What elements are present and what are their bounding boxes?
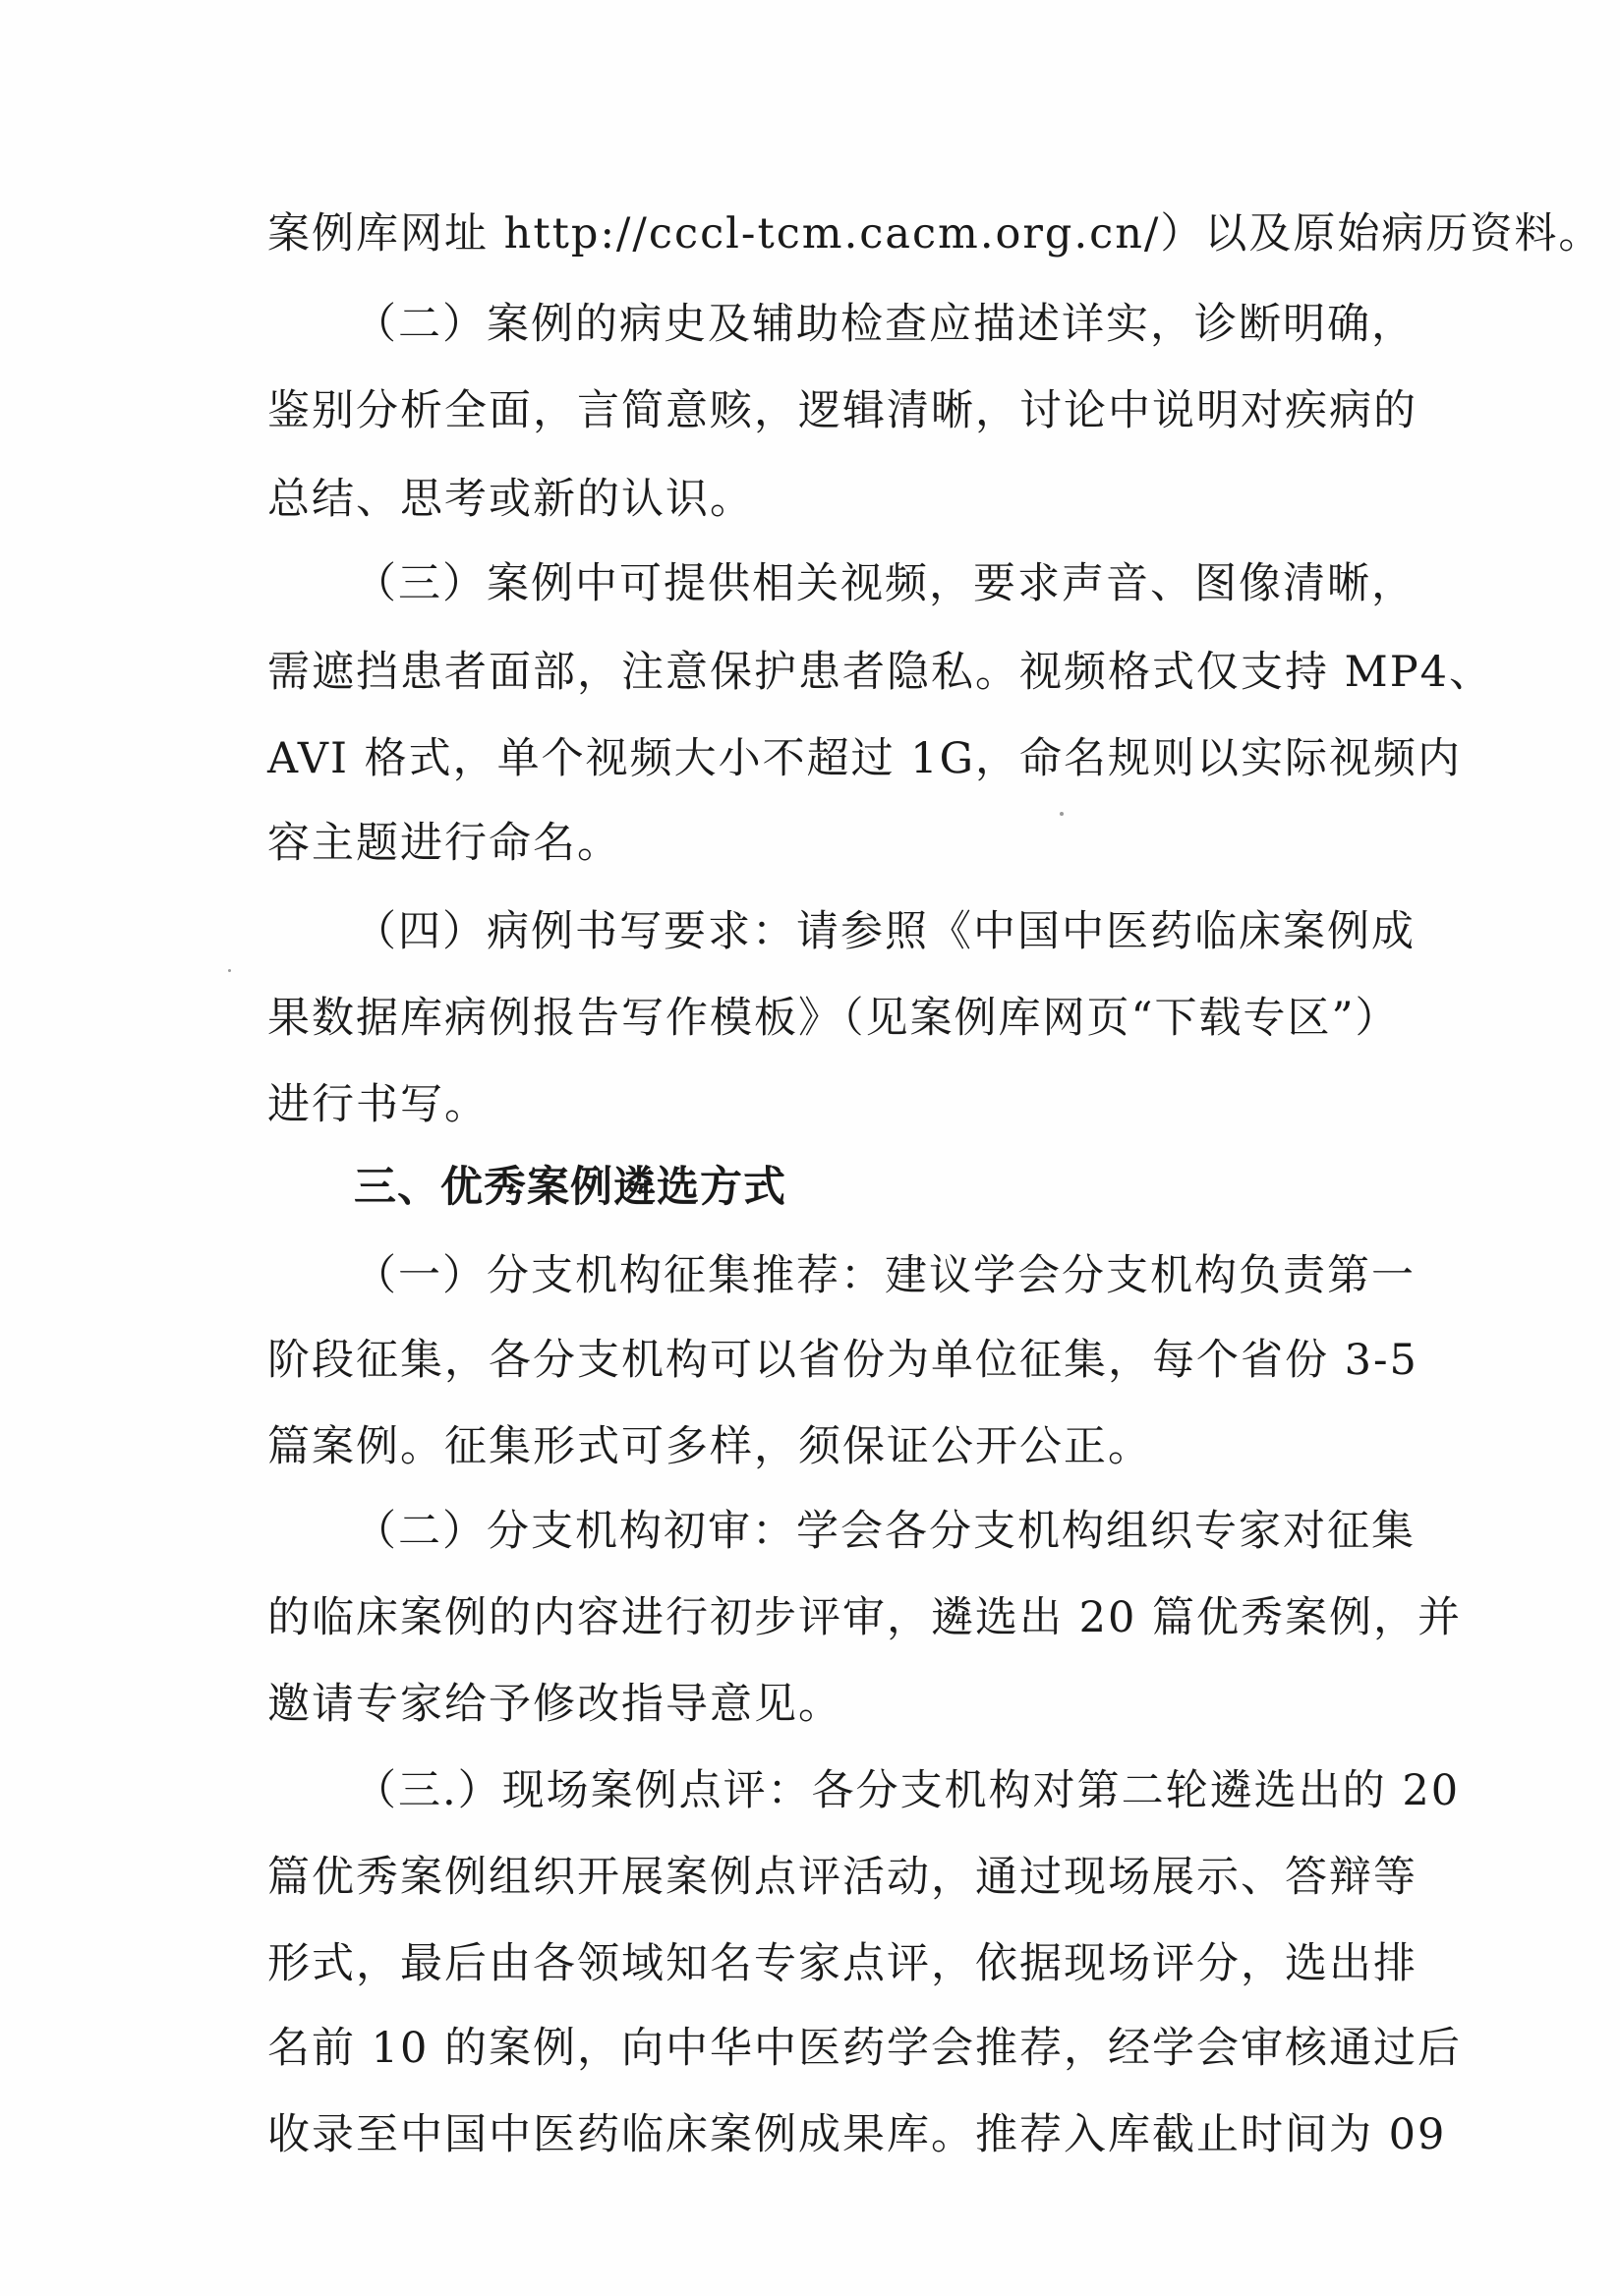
text-line: 篇案例。征集形式可多样，须保证公开公正。 — [267, 1422, 1152, 1471]
text-line: 进行书写。 — [267, 1080, 489, 1129]
text-line-item-2b-start: （二）分支机构初审：学会各分支机构组织专家对征集 — [354, 1507, 1416, 1556]
text-line-item-1-start: （一）分支机构征集推荐：建议学会分支机构负责第一 — [354, 1251, 1416, 1300]
text-line-item-2-start: （二）案例的病史及辅助检查应描述详实，诊断明确， — [354, 300, 1416, 349]
text-line: AVI 格式，单个视频大小不超过 1G，命名规则以实际视频内 — [267, 734, 1462, 783]
text-line-item-4-start: （四）病例书写要求：请参照《中国中医药临床案例成 — [354, 907, 1416, 956]
scan-speck — [228, 969, 231, 972]
text-line: 容主题进行命名。 — [267, 819, 621, 868]
text-line: 果数据库病例报告写作模板》（见案例库网页“下载专区”） — [267, 994, 1400, 1043]
text-line: 邀请专家给予修改指导意见。 — [267, 1680, 842, 1729]
text-line: 鉴别分析全面，言简意赅，逻辑清晰，讨论中说明对疾病的 — [267, 386, 1418, 435]
text-line-item-3-start: （三）案例中可提供相关视频，要求声音、图像清晰， — [354, 559, 1416, 608]
text-line: 阶段征集，各分支机构可以省份为单位征集，每个省份 3-5 — [267, 1336, 1418, 1385]
text-line: 总结、思考或新的认识。 — [267, 475, 754, 524]
text-line-item-3b-start: （三.）现场案例点评：各分支机构对第二轮遴选出的 20 — [354, 1766, 1461, 1815]
section-heading: 三、优秀案例遴选方式 — [354, 1163, 786, 1212]
scan-speck — [1060, 812, 1064, 816]
text-line: 需遮挡患者面部，注意保护患者隐私。视频格式仅支持 MP4、 — [267, 648, 1493, 697]
text-line: 名前 10 的案例，向中华中医药学会推荐，经学会审核通过后 — [267, 2024, 1463, 2073]
text-line: 的临床案例的内容进行初步评审，遴选出 20 篇优秀案例，并 — [267, 1593, 1463, 1642]
text-line-url: 案例库网址 http://cccl-tcm.cacm.org.cn/）以及原始病历资料。 — [267, 209, 1603, 258]
text-line: 篇优秀案例组织开展案例点评活动，通过现场展示、答辩等 — [267, 1853, 1418, 1902]
text-line: 收录至中国中医药临床案例成果库。推荐入库截止时间为 09 — [267, 2110, 1447, 2159]
text-line: 形式，最后由各领域知名专家点评，依据现场评分，选出排 — [267, 1939, 1418, 1988]
